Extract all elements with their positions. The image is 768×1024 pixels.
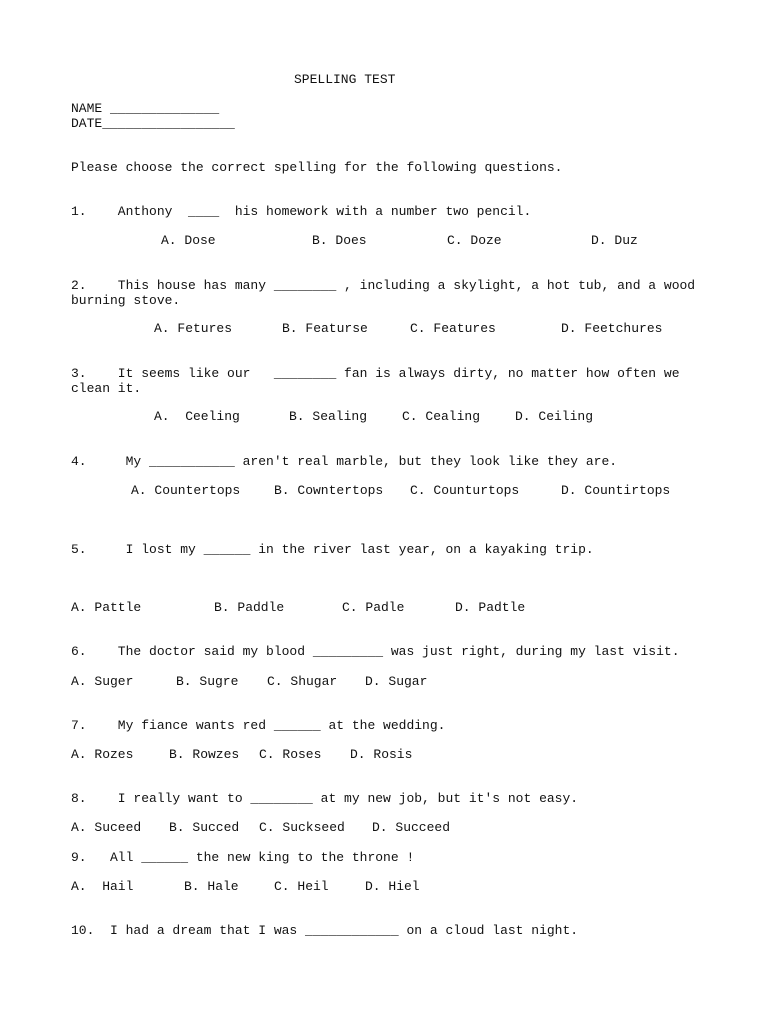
question-9-stem: 9. All ______ the new king to the throne ! <box>71 850 415 865</box>
question-2-option-c: C. Features <box>410 321 496 336</box>
question-2-option-a: A. Fetures <box>154 321 233 336</box>
question-3-stem-cont: clean it. <box>71 381 142 396</box>
question-2-option-b: B. Featurse <box>282 321 368 336</box>
question-7-option-b: B. Rowzes <box>169 747 240 762</box>
date-field-line: DATE_________________ <box>71 116 235 131</box>
instructions-text: Please choose the correct spelling for the following questions. <box>71 160 563 175</box>
question-5-option-d: D. Padtle <box>455 600 526 615</box>
question-4-stem: 4. My ___________ aren't real marble, but they look like they are. <box>71 454 618 469</box>
question-8-option-d: D. Succeed <box>372 820 451 835</box>
question-10-stem: 10. I had a dream that I was ____________ on a cloud last night. <box>71 923 579 938</box>
question-3-option-a: A. Ceeling <box>154 409 240 424</box>
question-9-option-a: A. Hail <box>71 879 134 894</box>
question-9-option-d: D. Hiel <box>365 879 420 894</box>
question-4-option-a: A. Countertops <box>131 483 241 498</box>
question-3-option-c: C. Cealing <box>402 409 481 424</box>
name-field-line: NAME ______________ <box>71 101 220 116</box>
question-4-option-c: C. Counturtops <box>410 483 520 498</box>
question-1-stem: 1. Anthony ____ his homework with a number two pencil. <box>71 204 532 219</box>
question-5-option-a: A. Pattle <box>71 600 142 615</box>
question-3-stem: 3. It seems like our ________ fan is always dirty, no matter how often we <box>71 366 680 381</box>
question-9-option-c: C. Heil <box>274 879 329 894</box>
question-7-option-c: C. Roses <box>259 747 322 762</box>
question-5-option-b: B. Paddle <box>214 600 285 615</box>
question-4-option-d: D. Countirtops <box>561 483 671 498</box>
question-2-stem-cont: burning stove. <box>71 293 181 308</box>
question-2-stem: 2. This house has many ________ , including a skylight, a hot tub, and a wood <box>71 278 696 293</box>
question-1-option-a: A. Dose <box>161 233 216 248</box>
question-8-option-b: B. Succed <box>169 820 240 835</box>
question-9-option-b: B. Hale <box>184 879 239 894</box>
question-3-option-b: B. Sealing <box>289 409 368 424</box>
question-8-stem: 8. I really want to ________ at my new job, but it's not easy. <box>71 791 579 806</box>
question-3-option-d: D. Ceiling <box>515 409 594 424</box>
question-6-option-b: B. Sugre <box>176 674 239 689</box>
question-1-option-d: D. Duz <box>591 233 638 248</box>
question-1-option-c: C. Doze <box>447 233 502 248</box>
question-8-option-a: A. Suceed <box>71 820 142 835</box>
question-1-option-b: B. Does <box>312 233 367 248</box>
question-2-option-d: D. Feetchures <box>561 321 663 336</box>
question-8-option-c: C. Suckseed <box>259 820 345 835</box>
question-7-stem: 7. My fiance wants red ______ at the wedding. <box>71 718 446 733</box>
question-4-option-b: B. Cowntertops <box>274 483 384 498</box>
question-7-option-d: D. Rosis <box>350 747 413 762</box>
question-7-option-a: A. Rozes <box>71 747 134 762</box>
question-6-stem: 6. The doctor said my blood _________ was just right, during my last visit. <box>71 644 680 659</box>
page-title: SPELLING TEST <box>294 72 396 87</box>
question-6-option-d: D. Sugar <box>365 674 428 689</box>
question-5-stem: 5. I lost my ______ in the river last year, on a kayaking trip. <box>71 542 594 557</box>
question-6-option-a: A. Suger <box>71 674 134 689</box>
question-5-option-c: C. Padle <box>342 600 405 615</box>
question-6-option-c: C. Shugar <box>267 674 338 689</box>
